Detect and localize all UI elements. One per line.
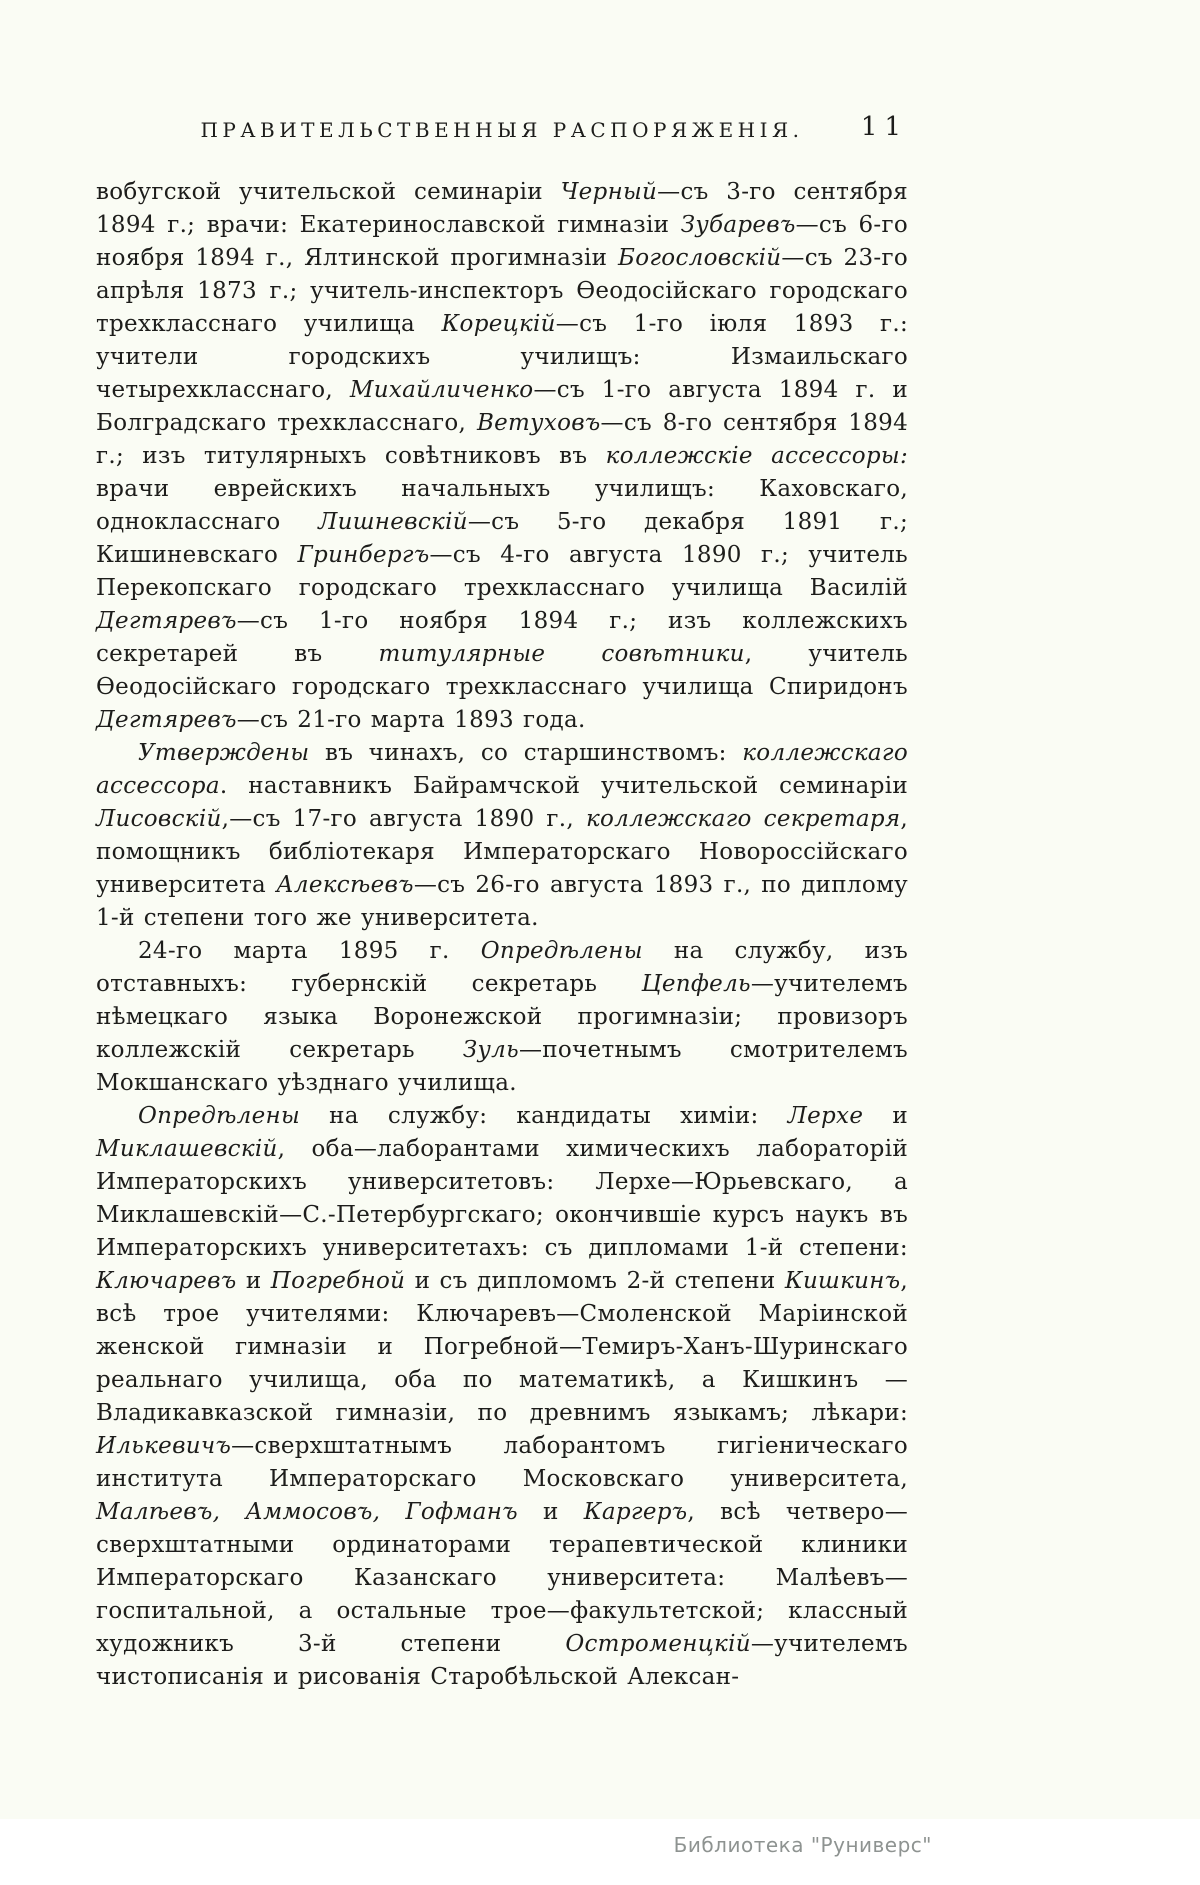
text-run: , всѣ четверо—сверхштатными ординаторами терапевтической клиники Императорскаго Казанскаго университета: Малѣевъ—госпитальной, а остальные трое—факультетской; классный художникъ 3-й степени [96,1499,908,1657]
paragraph [96,935,908,1100]
text-run: на службу, изъ отставныхъ: губернскій секретарь [96,938,908,997]
page-text [96,176,908,1694]
text-run: —съ 21-го марта 1893 года. [236,707,586,733]
emphasized-text: Черный [560,179,658,205]
paragraph [96,176,908,737]
emphasized-text: Миклашевскій [96,1136,278,1162]
library-watermark: Библиотека "Руниверс" [673,1833,932,1857]
text-run: —съ 4-го августа 1890 г.; учитель Перекопскаго городскаго трехкласснаго училища Василій [96,542,908,601]
text-run: , оба—лаборантами химическихъ лабораторій Императорскихъ университетовъ: Лерхе—Юрьевскаго, а Миклашевскій—С.-Петербургскаго; окончившіе курсъ наукъ въ Императорскихъ университетахъ: съ дипломами 1-й степени: [96,1136,908,1261]
paragraph [96,737,908,935]
emphasized-text: Опредѣлены [480,938,643,964]
emphasized-text: Опредѣлены [138,1103,301,1129]
text-run: ,—съ 17-го августа 1890 г., [221,806,586,832]
text-run: —сверхштатнымъ лаборантомъ гигіеническаго института Императорскаго Московскаго университета, [96,1433,908,1492]
text-run: и [863,1103,909,1129]
text-run: въ чинахъ, со старшинствомъ: [309,740,743,766]
text-run: —съ 26-го августа 1893 г., по диплому 1-й степени того же университета. [96,872,909,931]
paragraph [96,1100,908,1694]
emphasized-text: Алексѣевъ [276,872,414,898]
emphasized-text: Утверждены [138,740,310,766]
emphasized-text: Малѣевъ, Аммосовъ, Гофманъ [96,1499,518,1525]
page-number: 11 [860,112,908,142]
text-run: , помощникъ библіотекаря Императорскаго Новороссійскаго университета [96,806,909,898]
emphasized-text: Кишкинъ [784,1268,901,1294]
emphasized-text: Зуль [462,1037,519,1063]
text-run: и [236,1268,271,1294]
text-run: и [517,1499,584,1525]
text-run: на службу: кандидаты химіи: [300,1103,788,1129]
emphasized-text: Каргеръ [583,1499,688,1525]
emphasized-text: коллежскаго секретаря [585,806,901,832]
text-run: , учитель Ѳеодосійскаго городскаго трехкласснаго училища Спиридонъ [96,641,909,700]
emphasized-text: Лерхе [787,1103,864,1129]
emphasized-text: Лишневскій [318,509,468,535]
text-run: —съ 8-го сентября 1894 г.; изъ титулярныхъ совѣтниковъ въ [96,410,908,469]
emphasized-text: коллежскаго ассессора [96,740,908,799]
text-run: врачи еврейскихъ начальныхъ училищъ: Каховскаго, однокласснаго [96,476,908,535]
emphasized-text: Михайличенко [349,377,534,403]
text-run: —съ 3-го сентября 1894 г.; врачи: Екатеринославской гимназіи [96,179,908,238]
emphasized-text: Ветуховъ [476,410,601,436]
footer-bar [0,1819,1200,1885]
text-run: вобугской учительской семинаріи [96,179,561,205]
emphasized-text: Корецкій [441,311,556,337]
running-header [96,112,908,152]
text-run: —съ 1-го іюля 1893 г.: учители городскихъ училищъ: Измаильскаго четырехкласснаго, [96,311,908,403]
emphasized-text: Остроменцкій [565,1631,751,1657]
text-run: —учителемъ нѣмецкаго языка Воронежской прогимназіи; провизоръ коллежскій секретарь [96,971,908,1063]
emphasized-text: Лисовскій [96,806,222,832]
text-run: —съ 6-го ноября 1894 г., Ялтинской прогимназіи [96,212,908,271]
emphasized-text: Ключаревъ [96,1268,237,1294]
text-run: —съ 1-го ноября 1894 г.; изъ коллежскихъ секретарей въ [96,608,908,667]
text-run: , всѣ трое учителями: Ключаревъ—Смоленской Маріинской женской гимназіи и Погребной—Темиръ-Ханъ-Шуринскаго реальнаго училища, оба по математикѣ, а Кишкинъ — Владикавказской гимназіи, по древнимъ языкамъ; лѣкари: [96,1268,908,1426]
emphasized-text: Гринбергъ [297,542,430,568]
text-run: и съ дипломомъ 2-й степени [405,1268,785,1294]
emphasized-text: Цепфель [641,971,751,997]
emphasized-text: Дегтяревъ [96,608,237,634]
text-run: —съ 1-го августа 1894 г. и Болградскаго трехкласснаго, [96,377,908,436]
emphasized-text: Богословскій [618,245,782,271]
text-run: —почетнымъ смотрителемъ Мокшанскаго уѣзднаго училища. [96,1037,908,1096]
text-run: —учителемъ чистописанія и рисованія Старобѣльской Алексан- [96,1631,908,1690]
emphasized-text: Илькевичъ [96,1433,232,1459]
page-content [96,112,908,1694]
text-run: —съ 23-го апрѣля 1873 г.; учитель-инспекторъ Ѳеодосійскаго городскаго трехкласснаго училища [96,245,908,337]
text-run: —съ 5-го декабря 1891 г.; Кишиневскаго [96,509,908,568]
emphasized-text: Погребной [270,1268,406,1294]
emphasized-text: Дегтяревъ [96,707,237,733]
page-header-title: ПРАВИТЕЛЬСТВЕННЫЯ РАСПОРЯЖЕНІЯ. [200,118,804,142]
emphasized-text: коллежскіе ассессоры: [605,443,908,469]
emphasized-text: титулярные совѣтники [378,641,745,667]
text-run: 24-го марта 1895 г. [138,938,481,964]
emphasized-text: Зубаревъ [680,212,796,238]
text-run: . наставникъ Байрамчской учительской семинаріи [219,773,908,799]
